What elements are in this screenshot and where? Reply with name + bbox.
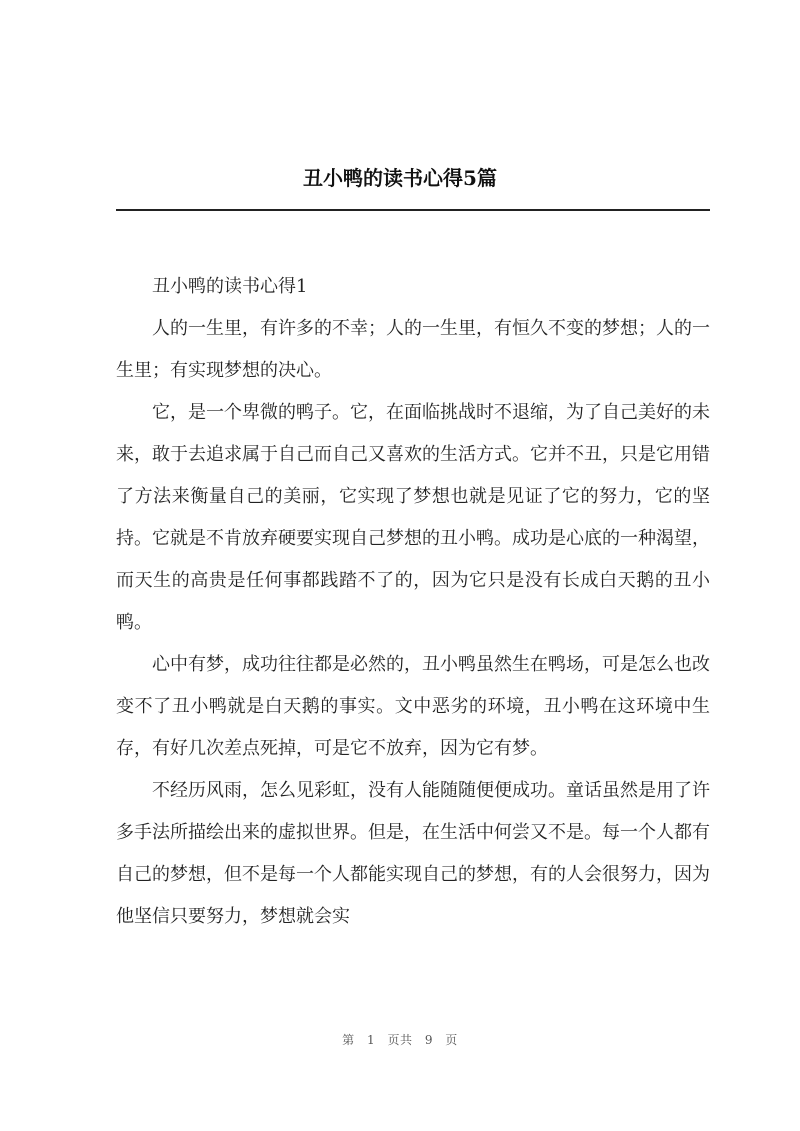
title-underline: [116, 209, 710, 211]
footer-suffix: 页: [445, 1033, 458, 1047]
document-title: 丑小鸭的读书心得5篇: [303, 166, 497, 190]
body-paragraph: 它，是一个卑微的鸭子。它，在面临挑战时不退缩，为了自己美好的未来，敢于去追求属于自己而自己又喜欢的生活方式。它并不丑，只是它用错了方法来衡量自己的美丽，它实现了梦想也就是见证了它的努力，它的坚持。它就是不肯放弃硬要实现自己梦想的丑小鸭。成功是心底的一种渴望，而天生的高贵是任何事都践踏不了的，因为它只是没有长成白天鹅的丑小鸭。: [116, 402, 710, 633]
section-heading: 丑小鸭的读书心得1: [152, 276, 308, 297]
body-paragraph: 人的一生里，有许多的不幸；人的一生里，有恒久不变的梦想；人的一生里；有实现梦想的决心。: [116, 318, 710, 381]
footer-current-page: 1: [367, 1033, 376, 1047]
footer-prefix: 第: [342, 1033, 355, 1047]
body-paragraph: 不经历风雨，怎么见彩虹，没有人能随随便便成功。童话虽然是用了许多手法所描绘出来的虚拟世界。但是，在生活中何尝又不是。每一个人都有自己的梦想，但不是每一个人都能实现自己的梦想，有的人会很努力，因为他坚信只要努力，梦想就会实: [116, 780, 710, 927]
document-body: [116, 266, 710, 938]
page-footer: [0, 1030, 800, 1050]
footer-middle: 页共: [387, 1033, 413, 1047]
body-paragraph: 心中有梦，成功往往都是必然的，丑小鸭虽然生在鸭场，可是怎么也改变不了丑小鸭就是白天鹅的事实。文中恶劣的环境，丑小鸭在这环境中生存，有好几次差点死掉，可是它不放弃，因为它有梦。: [116, 654, 710, 759]
footer-total-pages: 9: [424, 1033, 433, 1047]
